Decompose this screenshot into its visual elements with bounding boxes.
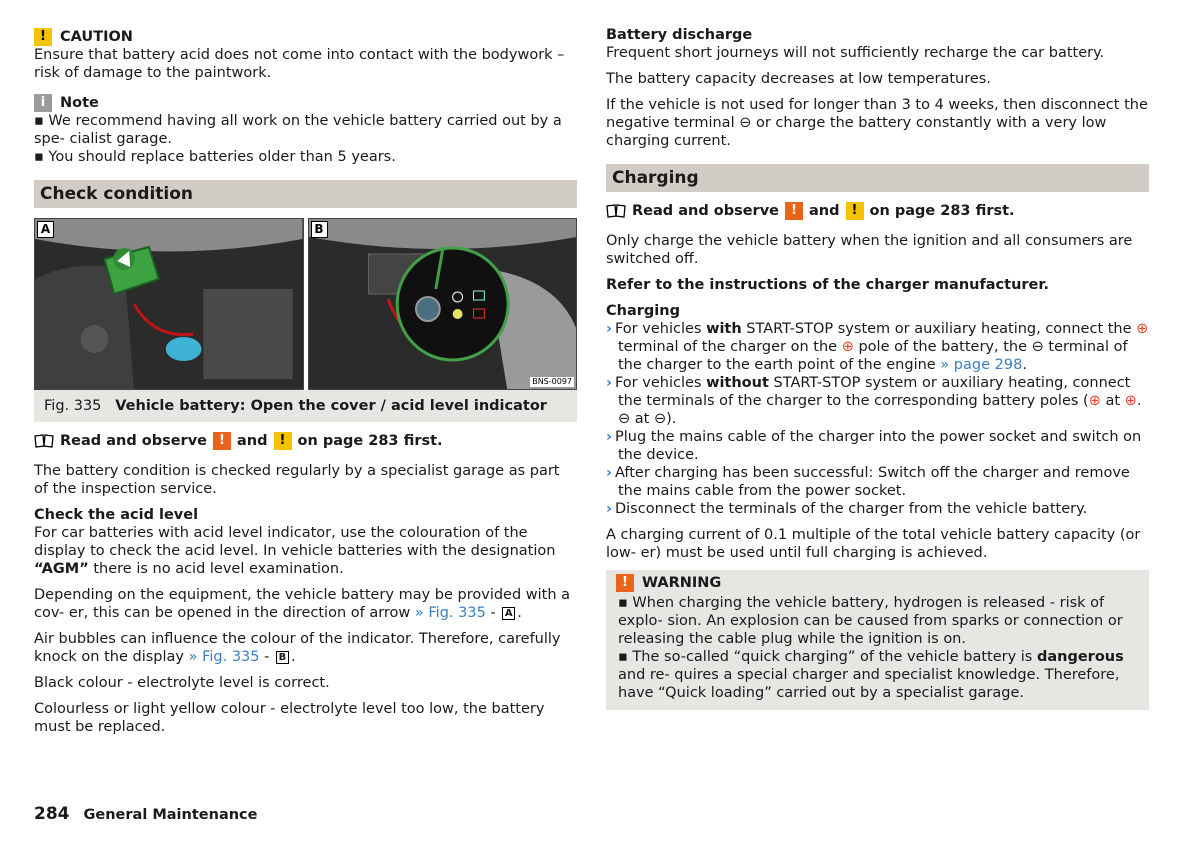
subheading: Check the acid level	[34, 507, 199, 523]
left-column	[34, 24, 577, 744]
caution-title: CAUTION	[60, 29, 133, 45]
instruction-step: › Plug the mains cable of the charger into the power socket and switch on the device.	[606, 429, 1142, 463]
figure-335	[34, 218, 577, 390]
warning-icon: !	[785, 202, 803, 220]
ref-text: and	[237, 433, 268, 449]
caution-icon: !	[274, 432, 292, 450]
paragraph: A charging current of 0.1 multiple of the total vehicle battery capacity (or low- er) must be used until full charging is achieved.	[606, 527, 1141, 561]
caption-number: Fig. 335	[44, 398, 102, 414]
warning-item: ▪ When charging the vehicle battery, hydrogen is released - risk of explo- sion. An explosion can be caused from sparks or connection or releasing the cable plug while the ignition is on.	[618, 595, 1123, 647]
acid-indicator-illustration	[309, 219, 577, 389]
figure-panel-a	[34, 218, 304, 390]
ref-text: on page 283 first.	[869, 203, 1015, 219]
note-icon: i	[34, 94, 52, 112]
paragraph: The battery capacity decreases at low temperatures.	[606, 71, 991, 87]
paragraph: Black colour - electrolyte level is correct.	[34, 675, 330, 691]
warning-icon: !	[616, 574, 634, 592]
paragraph: Refer to the instructions of the charger manufacturer.	[606, 277, 1049, 293]
caution-icon: !	[846, 202, 864, 220]
warning-heading	[616, 574, 1139, 592]
paragraph: For car batteries with acid level indicator, use the colouration of the display to check the acid level. In vehicle batteries with the designation “AGM” there is no acid level examination.	[34, 525, 556, 577]
paragraph: Only charge the vehicle battery when the ignition and all consumers are switched off.	[606, 233, 1133, 267]
page-link[interactable]: » page 298	[940, 357, 1023, 373]
ref-text: Read and observe	[632, 203, 779, 219]
subheading: Charging	[606, 303, 680, 319]
paragraph: Depending on the equipment, the vehicle battery may be provided with a cov- er, this can be opened in the direction of arrow » Fig. 335 - A .	[34, 587, 571, 621]
chapter-title: General Maintenance	[83, 807, 258, 823]
instruction-step: › For vehicles without START-STOP system or auxiliary heating, connect the terminals of the charger to the corresponding battery poles (⊕ at ⊕. ⊖ at ⊖).	[606, 375, 1142, 427]
caution-icon: !	[34, 28, 52, 46]
book-icon	[34, 434, 54, 448]
ref-text: and	[809, 203, 840, 219]
note-item: ▪ You should replace batteries older than 5 years.	[34, 149, 396, 165]
section-heading-charging: Charging	[606, 164, 1149, 192]
paragraph: Frequent short journeys will not sufficiently recharge the car battery.	[606, 45, 1105, 61]
caution-text: Ensure that battery acid does not come into contact with the bodywork – risk of damage to the paintwork.	[34, 47, 565, 81]
figure-caption	[34, 390, 577, 422]
note-heading	[34, 94, 577, 112]
engine-bay-illustration	[35, 219, 303, 389]
page-number: 284	[34, 804, 70, 824]
figure-label-a: A	[37, 221, 54, 238]
caution-heading	[34, 28, 577, 46]
note-item: ▪ We recommend having all work on the vehicle battery carried out by a spe- cialist garage.	[34, 113, 562, 147]
subheading: Battery discharge	[606, 27, 753, 43]
figure-code: BNS-0097	[532, 377, 572, 386]
warning-icon: !	[213, 432, 231, 450]
note-title: Note	[60, 95, 99, 111]
warning-item: ▪ The so-called “quick charging” of the vehicle battery is dangerous and re- quires a special charger and specialist knowledge. Therefore, have “Quick loading” carried out by a specialist garage.	[618, 649, 1124, 701]
figure-label-b: B	[311, 221, 328, 238]
read-observe-reference	[606, 202, 1149, 220]
warning-box	[606, 570, 1149, 710]
book-icon	[606, 204, 626, 218]
warning-title: WARNING	[642, 575, 722, 591]
figure-link[interactable]: » Fig. 335	[414, 605, 486, 621]
paragraph: If the vehicle is not used for longer than 3 to 4 weeks, then disconnect the negative terminal ⊖ or charge the battery constantly with a very low charging current.	[606, 97, 1148, 149]
paragraph: Colourless or light yellow colour - electrolyte level too low, the battery must be replaced.	[34, 701, 545, 735]
instruction-step: › Disconnect the terminals of the charger from the vehicle battery.	[606, 501, 1088, 517]
paragraph: The battery condition is checked regularly by a specialist garage as part of the inspection service.	[34, 463, 560, 497]
right-column	[606, 24, 1149, 710]
plus-circle-icon: ⊕	[1088, 393, 1101, 409]
caption-text: Vehicle battery: Open the cover / acid level indicator	[115, 398, 547, 414]
instruction-step: › For vehicles with START-STOP system or auxiliary heating, connect the ⊕ terminal of the charger on the ⊕ pole of the battery, the ⊖ terminal of the charger to the earth point of the engine » page 298.	[606, 321, 1149, 373]
instruction-step: › After charging has been successful: Switch off the charger and remove the mains cable from the power socket.	[606, 465, 1130, 499]
read-observe-reference	[34, 432, 577, 450]
plus-circle-icon: ⊕	[1124, 393, 1137, 409]
plus-circle-icon: ⊕	[1136, 321, 1149, 337]
section-heading-check-condition: Check condition	[34, 180, 577, 208]
ref-text: on page 283 first.	[297, 433, 443, 449]
figure-link[interactable]: » Fig. 335	[188, 649, 260, 665]
page-footer	[34, 805, 257, 824]
figure-panel-b	[308, 218, 578, 390]
paragraph: Air bubbles can influence the colour of the indicator. Therefore, carefully knock on the display » Fig. 335 - B .	[34, 631, 561, 665]
plus-circle-icon: ⊕	[841, 339, 854, 355]
ref-text: Read and observe	[60, 433, 207, 449]
